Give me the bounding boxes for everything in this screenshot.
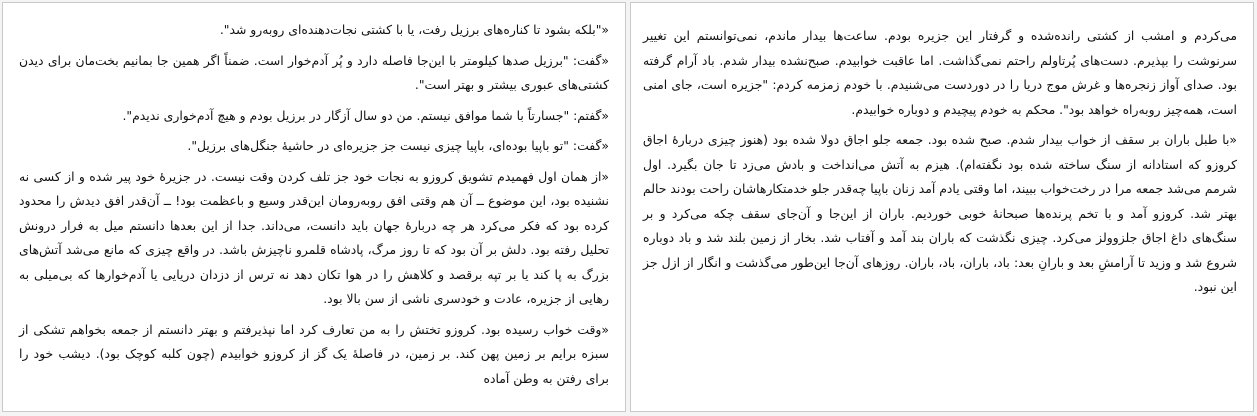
paragraph: «"بلکه بشود تا کناره‌های برزیل رفت، یا با کشتی نجات‌دهنده‌ای روبه‌رو شد". <box>219 22 609 37</box>
paragraph: «گفت: "برزیل صدها کیلومتر با این‌جا فاصله دارد و پُر آدم‌خوار است. ضمناً اگر همین جا بمانیم بخت‌مان برای دیدن کشتی‌های عبوری بیشتر و بهتر است". <box>19 52 609 92</box>
left-page <box>2 2 626 412</box>
paragraph: «گفت: "تو باپیا بوده‌ای، باپیا چیزی نیست جز جزیره‌ای در حاشیهٔ جنگل‌های برزیل". <box>187 138 609 153</box>
paragraph: «گفتم: "جسارتاً با شما موافق نیستم. من دو سال آزگار در برزیل بودم و هیچ آدم‌خواری ندیدم". <box>122 107 609 123</box>
paragraph: «با طبل باران بر سقف از خواب بیدار شدم. صبح شده بود. جمعه جلو اجاق دولا شده بود (هنوز چیزی دربارهٔ اجاق کروزو که استادانه از سنگ ساخته شده بود نگفته‌ام). هیزم به آتش می‌انداخت و بادش می‌زد تا جان بگیرد. اول شرمم می‌شد جمعه مرا در رخت‌خواب ببیند، اما وقتی یادم آمد زنان باپیا چه‌قدر جلو خدمتکارهاشان راحت بودند حالم بهتر شد. کروزو آمد و با تخم پرنده‌ها صبحانهٔ خوبی خوردیم. باران از این‌جا و آن‌جای سقف چکه می‌کرد و بر سنگ‌های داغ اجاق جلزوولز می‌کرد. چیزی نگذشت که باران بند آمد و آفتاب شد. بخار از زمین بلند شد و باد دوباره شروع شد و وزید تا آرامشِ بعد و بارانِ بعد: باد، باران، باد، باران. روزهای آن‌جا این‌طور می‌گذشت و انگار از ازل جز این نبود. <box>643 132 1237 294</box>
paragraph: «وقت خواب رسیده بود. کروزو تختش را به من تعارف کرد اما نپذیرفتم و بهتر دانستم از جمعه بخواهم تشکی از سبزه برایم بر زمین پهن کند. بر زمین، در فاصلهٔ یک گز از کروزو خوابیدم (چون کلبه کوچک بود). دیشب خود را برای رفتن به وطن آماده <box>19 321 609 386</box>
right-page <box>630 2 1254 412</box>
paragraph: می‌کردم و امشب از کشتی رانده‌شده و گرفتار این جزیره بودم. ساعت‌ها بیدار ماندم، نمی‌توانستم این تغییر سرنوشت را بپذیرم. دست‌های پُرتاولم راحتم نمی‌گذاشت. اما عاقبت خوابیدم. صبح‌نشده بیدار شدم. باد آرام گرفته بود. صدای آواز زنجره‌ها و غرش موج دریا را در دوردست می‌شنیدم. با خودم زمزمه کردم: "جزیره است، جای امنی است، همه‌چیز روبه‌راه خواهد بود". محکم به خودم پیچیدم و دوباره خوابیدم. <box>643 28 1237 117</box>
right-page-text <box>643 24 1237 306</box>
left-page-text <box>19 18 609 397</box>
paragraph: «از همان اول فهمیدم تشویق کروزو به نجات خود جز تلف کردن وقت نیست. در جزیرهٔ خود پیر شده و از کسی نه نشنیده بود، این موضوع ــ آن هم وقتی افق روبه‌رومان این‌قدر وسیع و باعظمت بود! ــ آن‌قدر افق دیدش را محدود کرده بود که فکر می‌کرد هر چه دربارهٔ جهان باید دانست، می‌داند. جدا از این بعدها دانستم میل به فرار درونش تحلیل رفته بود. دلش بر آن بود که تا روز مرگ، پادشاه قلمرو ناچیزش باشد. در واقع چیزی که مانع می‌شد آتش‌های بزرگ به پا کند یا بر تپه برقصد و کلاهش را در هوا تکان دهد نه ترس از دزدان دریایی یا آدم‌خوارها که بی‌میلی به رهایی از جزیره، عادت و خودسری ناشی از سن بالا بود. <box>19 168 609 306</box>
